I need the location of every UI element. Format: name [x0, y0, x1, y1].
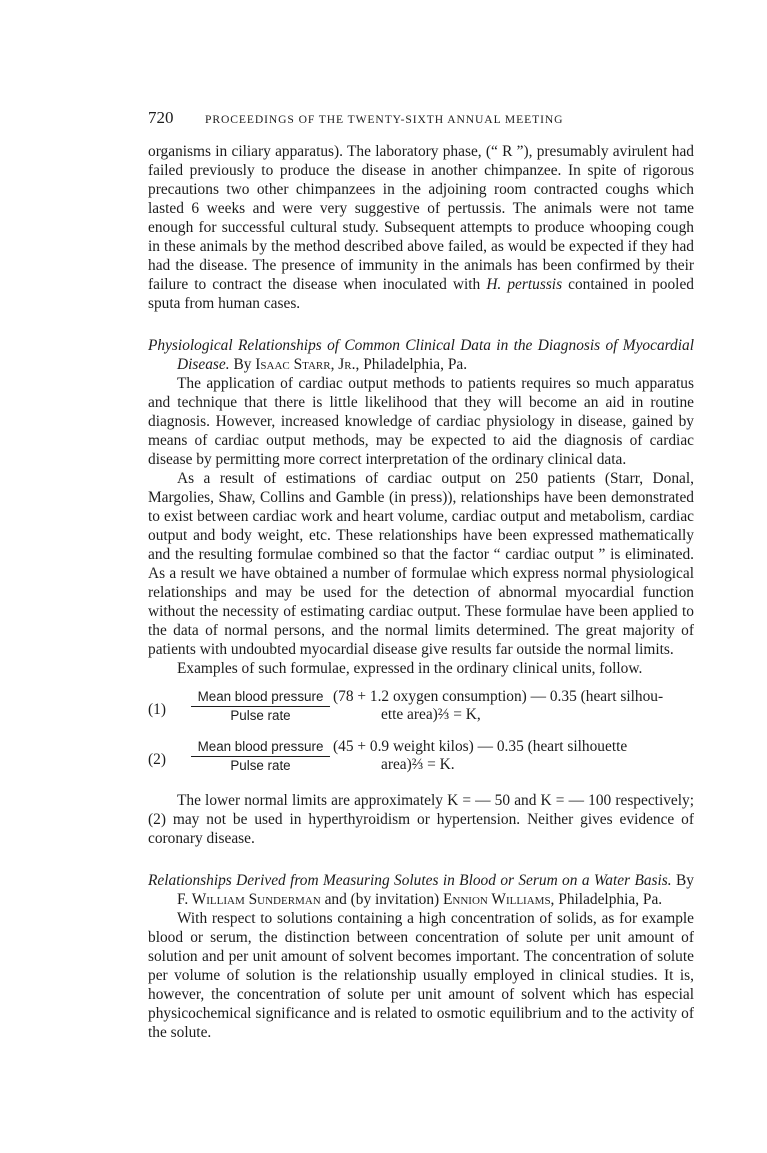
article1-paragraph-1: The application of cardiac output methods to patients requires so much apparatus and technique that there is little likelihood that they will become an aid in routine diagnosis. However, increased knowledge of cardiac physiology in disease, gained by means of cardiac output methods, may be expected to aid the diagnosis of cardiac disease by permitting more correct interpretation of the ordinary clinical data. [148, 375, 694, 468]
formula-1-body [333, 688, 694, 724]
formula-2-numerator: Mean blood pressure [191, 738, 330, 757]
article2-title: Relationships Derived from Measuring Solutes in Blood or Serum on a Water Basis. [148, 872, 672, 889]
section-gap [148, 313, 694, 336]
formula-2-fraction [191, 738, 330, 775]
formula-2-number: (2) [148, 751, 166, 768]
section-gap [148, 848, 694, 871]
formula-2 [148, 738, 694, 778]
article1-heading [148, 336, 694, 374]
formula-2-line-1: (45 + 0.9 weight kilos) — 0.35 (heart silhouette [333, 738, 628, 755]
article2-by: By [676, 872, 694, 889]
continuation-text: organisms in ciliary apparatus). The laboratory phase, (“ R ”), presumably avirulent had failed previously to produce the disease in another chimpanzee. In spite of rigorous precautions two other chimpanzees in the adjoining room contracted coughs which lasted 6 weeks and were very suggestive of pertussis. The animals were not tame enough for successful cultural study. Subsequent attempts to produce whooping cough in these animals by the method described above failed, as would be expected if they had had the disease. The presence of immunity in the animals has been confirmed by their failure to contract the disease when inoculated with [148, 143, 694, 293]
formula-1-number: (1) [148, 701, 166, 718]
formula-2-line-2: area)⅔ = K. [381, 756, 455, 773]
running-head: PROCEEDINGS OF THE TWENTY-SIXTH ANNUAL MEETING [205, 113, 564, 126]
article1-author: Isaac Starr, Jr., [255, 356, 360, 373]
journal-page [148, 108, 694, 1042]
article1-paragraph-4: The lower normal limits are approximately K = — 50 and K = — 100 respectively; (2) may not be used in hyperthyroidism or hypertension. Neither gives evidence of coronary disease. [148, 792, 694, 847]
article1-location: Philadelphia, Pa. [363, 356, 468, 373]
formula-1 [148, 688, 694, 728]
organism-name: H. pertussis [486, 276, 563, 293]
article2-author-2: Ennion Williams, [443, 891, 555, 908]
continuation-end-text: contained in pooled sputa from human cases. [148, 276, 694, 312]
article2-paragraph-1: With respect to solutions containing a high concentration of solids, as for example blood or serum, the distinction between concentration of solute per unit amount of solution and per unit amount of solvent becomes important. The concentration of solute per volume of solution is the relationship usually employed in clinical studies. It is, however, the concentration of solute per unit amount of solvent which has especial physicochemical significance and is related to osmotic equilibrium and to the activity of the solute. [148, 910, 694, 1041]
formula-2-body [333, 738, 694, 774]
formula-1-fraction [191, 688, 330, 725]
article1-paragraph-3: Examples of such formulae, expressed in the ordinary clinical units, follow. [177, 660, 643, 677]
article1-title: Physiological Relationships of Common Clinical Data in the Diagnosis of Myocardial Disease. [148, 337, 694, 373]
formula-2-denominator: Pulse rate [230, 758, 291, 773]
formula-1-denominator: Pulse rate [230, 708, 291, 723]
article1-paragraph-2: As a result of estimations of cardiac output on 250 patients (Starr, Donal, Margolies, Shaw, Collins and Gamble (in press)), relationships have been demonstrated to exist between cardiac work and heart volume, cardiac output and metabolism, cardiac output and body weight, etc. These relationships have been expressed mathematically and the resulting formulae combined so that the factor “ cardiac output ” is eliminated. As a result we have obtained a number of formulae which express normal physiological relationships and may be used for the detection of abnormal myocardial function without the necessity of estimating cardiac output. These formulae have been applied to the data of normal persons, and the normal limits determined. The great majority of patients with undoubted myocardial disease give results far outside the normal limits. [148, 470, 694, 658]
formula-1-numerator: Mean blood pressure [191, 688, 330, 707]
article2-author-1: F. William Sunderman [177, 891, 321, 908]
page-number: 720 [148, 108, 174, 127]
page-header [148, 108, 694, 134]
article2-and-text: and (by invitation) [324, 891, 440, 908]
formula-1-line-1: (78 + 1.2 oxygen consumption) — 0.35 (heart silhou- [333, 688, 664, 705]
article2-heading [148, 871, 694, 909]
formula-1-line-2: ette area)⅔ = K, [381, 706, 481, 723]
article1-by: By [233, 356, 252, 373]
continuation-paragraph [148, 142, 694, 313]
article2-location: Philadelphia, Pa. [558, 891, 663, 908]
